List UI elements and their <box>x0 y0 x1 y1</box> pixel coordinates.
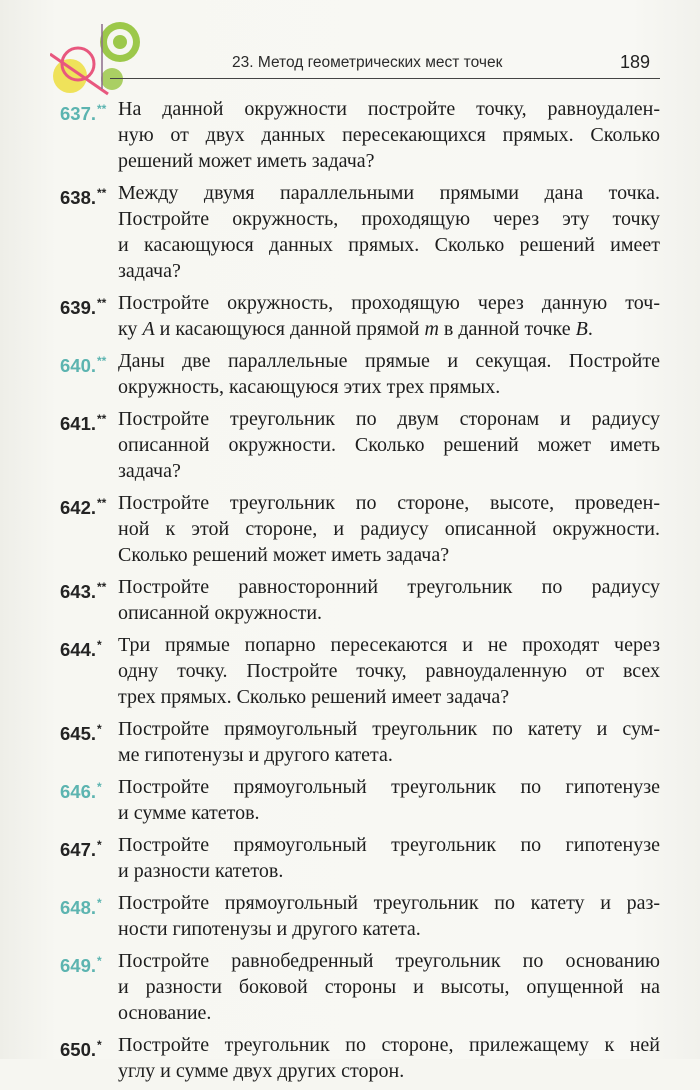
difficulty-mark: * <box>97 638 102 652</box>
text-line <box>118 96 660 122</box>
text-line <box>118 974 660 1000</box>
problem-number-text: 650. <box>60 1039 97 1060</box>
text-line <box>118 290 660 316</box>
text-run: решений может иметь задача? <box>118 150 375 172</box>
problem-text <box>118 1032 660 1084</box>
text-run: ме гипотенузы и другого катета. <box>118 744 393 766</box>
problem-text <box>118 632 660 710</box>
problem-number <box>60 574 106 605</box>
text-run: и разности катетов. <box>118 860 284 882</box>
text-line <box>118 542 660 568</box>
text-run: Постройте равнобедренный треугольник по основанию <box>118 950 660 972</box>
problem-item <box>58 574 660 626</box>
text-run: Постройте равносторонний треугольник по радиусу <box>118 576 660 598</box>
problem-text <box>118 574 660 626</box>
problem-text <box>118 774 660 826</box>
problem-number <box>60 96 106 127</box>
problem-item <box>58 348 660 400</box>
text-run: трех прямых. Сколько решений имеет задача? <box>118 686 510 708</box>
text-run: углу и сумме двух других сторон. <box>118 1060 405 1082</box>
text-run: и касающуюся данной прямой <box>154 318 425 340</box>
problem-item <box>58 180 660 284</box>
text-line <box>118 684 660 710</box>
text-run: Постройте окружность, проходящую через данную точ- <box>118 292 660 314</box>
problem-number-text: 637. <box>60 103 97 124</box>
text-line <box>118 1058 660 1084</box>
problem-number <box>60 406 106 437</box>
text-line <box>118 406 660 432</box>
problem-item <box>58 774 660 826</box>
text-run: в данной точке <box>438 318 576 340</box>
text-run: основание. <box>118 1002 212 1024</box>
text-run: Постройте прямоугольный треугольник по катету и раз- <box>118 892 660 914</box>
text-line <box>118 490 660 516</box>
problem-item <box>58 490 660 568</box>
text-line <box>118 374 660 400</box>
problem-text <box>118 406 660 484</box>
logo-green-dot <box>113 35 127 49</box>
text-run: описанной окружности. Сколько решений может иметь <box>118 434 660 456</box>
text-run: Постройте треугольник по двум сторонам и радиусу <box>118 408 660 430</box>
text-line <box>118 122 660 148</box>
problem-text <box>118 890 660 942</box>
difficulty-mark: * <box>97 896 102 910</box>
problem-number-text: 648. <box>60 897 97 918</box>
problem-number <box>60 348 106 379</box>
text-line <box>118 458 660 484</box>
text-run: ной к этой стороне, и радиусу описанной окружности. <box>118 518 660 540</box>
problem-item <box>58 632 660 710</box>
problem-number <box>60 1032 102 1063</box>
text-line <box>118 800 660 826</box>
problem-item <box>58 890 660 942</box>
problem-number-text: 649. <box>60 955 97 976</box>
text-run: Постройте прямоугольный треугольник по катету и сум- <box>118 718 660 740</box>
text-line <box>118 180 660 206</box>
problem-number <box>60 890 102 921</box>
text-run: Постройте окружность, проходящую через эту точку <box>118 208 660 230</box>
text-line <box>118 432 660 458</box>
difficulty-mark: ** <box>97 296 107 310</box>
text-run: и сумме катетов. <box>118 802 260 824</box>
text-line <box>118 348 660 374</box>
text-run: задача? <box>118 460 181 482</box>
problem-number-text: 641. <box>60 413 97 434</box>
problem-text <box>118 96 660 174</box>
problem-number-text: 640. <box>60 355 97 376</box>
text-line <box>118 574 660 600</box>
problem-item <box>58 1032 660 1084</box>
text-run: и касающуюся данных прямых. Сколько решений имеет <box>118 234 660 256</box>
text-line <box>118 774 660 800</box>
text-run: Постройте треугольник по стороне, прилежащему к ней <box>118 1034 660 1056</box>
problem-item <box>58 96 660 174</box>
running-head <box>110 48 660 79</box>
problem-item <box>58 290 660 342</box>
difficulty-mark: ** <box>97 496 107 510</box>
difficulty-mark: * <box>97 1038 102 1052</box>
problem-number <box>60 774 102 805</box>
problem-number-text: 643. <box>60 581 97 602</box>
problem-text <box>118 948 660 1026</box>
text-line <box>118 832 660 858</box>
math-symbol: A <box>142 318 155 340</box>
problem-list <box>58 96 660 1090</box>
text-line <box>118 1000 660 1026</box>
problem-item <box>58 406 660 484</box>
text-line <box>118 148 660 174</box>
text-run: окружность, касающуюся этих трех прямых. <box>118 376 501 398</box>
problem-number <box>60 490 106 521</box>
text-run: На данной окружности постройте точку, равноудален- <box>118 98 660 120</box>
problem-number <box>60 948 102 979</box>
problem-item <box>58 948 660 1026</box>
page-number: 189 <box>619 52 650 72</box>
text-line <box>118 600 660 626</box>
text-run: задача? <box>118 260 181 282</box>
text-run: одну точку. Постройте точку, равноудаленную от всех <box>118 660 660 682</box>
problem-text <box>118 348 660 400</box>
text-line <box>118 890 660 916</box>
text-run: ную от двух данных пересекающихся прямых. Сколько <box>118 124 660 146</box>
problem-text <box>118 490 660 568</box>
chapter-title: 23. Метод геометрических мест точек <box>232 54 503 71</box>
text-line <box>118 916 660 942</box>
text-line <box>118 742 660 768</box>
difficulty-mark: ** <box>97 102 107 116</box>
problem-text <box>118 832 660 884</box>
text-run: Постройте прямоугольный треугольник по гипотенузе <box>118 776 660 798</box>
text-run: и разности боковой стороны и высоты, опущенной на <box>118 976 660 998</box>
problem-number-text: 639. <box>60 297 97 318</box>
problem-number-text: 647. <box>60 839 97 860</box>
problem-number-text: 642. <box>60 497 97 518</box>
text-line <box>118 632 660 658</box>
math-symbol: m <box>424 318 439 340</box>
difficulty-mark: * <box>97 954 102 968</box>
text-line <box>118 658 660 684</box>
text-line <box>118 948 660 974</box>
difficulty-mark: ** <box>97 186 107 200</box>
problem-number-text: 645. <box>60 723 97 744</box>
problem-number <box>60 290 106 321</box>
problem-number-text: 646. <box>60 781 97 802</box>
text-run: Сколько решений может иметь задача? <box>118 544 450 566</box>
text-line <box>118 232 660 258</box>
text-line <box>118 516 660 542</box>
text-run: Между двумя параллельными прямыми дана точка. <box>118 182 660 204</box>
problem-number <box>60 716 102 747</box>
difficulty-mark: * <box>97 838 102 852</box>
text-run: Постройте треугольник по стороне, высоте, проведен- <box>118 492 660 514</box>
problem-item <box>58 832 660 884</box>
text-line <box>118 206 660 232</box>
text-run: . <box>587 318 593 340</box>
difficulty-mark: ** <box>97 354 107 368</box>
text-run: ности гипотенузы и другого катета. <box>118 918 421 940</box>
difficulty-mark: ** <box>97 412 107 426</box>
problem-text <box>118 290 660 342</box>
problem-number-text: 638. <box>60 187 97 208</box>
difficulty-mark: ** <box>97 580 107 594</box>
problem-item <box>58 716 660 768</box>
text-line <box>118 716 660 742</box>
problem-number <box>60 832 102 863</box>
problem-number <box>60 180 106 211</box>
text-line <box>118 1032 660 1058</box>
difficulty-mark: * <box>97 780 102 794</box>
text-line <box>118 316 660 342</box>
text-run: ку <box>118 318 143 340</box>
problem-text <box>118 180 660 284</box>
difficulty-mark: * <box>97 722 102 736</box>
problem-number-text: 644. <box>60 639 97 660</box>
problem-text <box>118 716 660 768</box>
text-line <box>118 258 660 284</box>
problem-number <box>60 632 102 663</box>
text-line <box>118 858 660 884</box>
text-run: Постройте прямоугольный треугольник по гипотенузе <box>118 834 660 856</box>
text-run: Три прямые попарно пересекаются и не проходят через <box>118 634 660 656</box>
text-run: Даны две параллельные прямые и секущая. Постройте <box>118 350 660 372</box>
math-symbol: B <box>575 318 588 340</box>
text-run: описанной окружности. <box>118 602 323 624</box>
